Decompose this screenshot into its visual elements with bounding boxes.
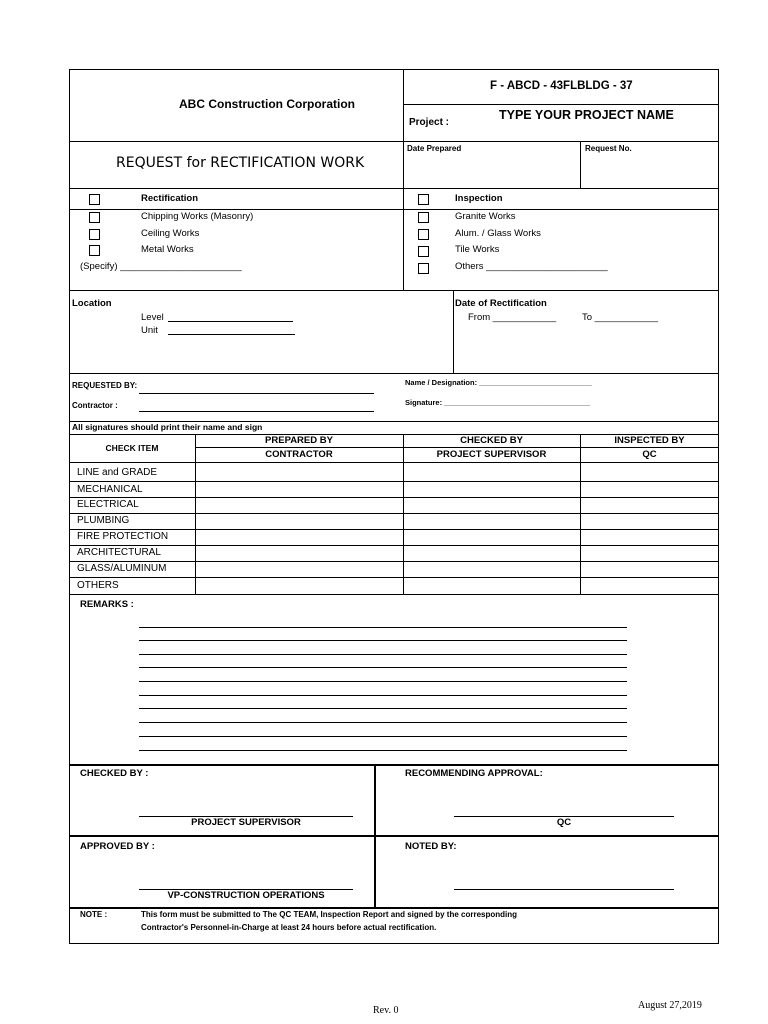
check-item-row: OTHERS bbox=[77, 580, 119, 591]
footer-date: August 27,2019 bbox=[638, 1000, 702, 1011]
from-field[interactable]: From ____________ bbox=[468, 312, 557, 323]
check-item-row: LINE and GRADE bbox=[77, 467, 158, 478]
project-label: Project : bbox=[409, 117, 450, 128]
remarks-label: REMARKS : bbox=[80, 599, 134, 610]
checked-by-role: PROJECT SUPERVISOR bbox=[191, 817, 301, 828]
company-name: ABC Construction Corporation bbox=[179, 97, 355, 111]
approved-by-role: VP-CONSTRUCTION OPERATIONS bbox=[167, 890, 325, 901]
checked-by-label: CHECKED BY : bbox=[80, 768, 149, 779]
row-rule bbox=[69, 529, 719, 530]
contractor-field[interactable] bbox=[139, 411, 374, 412]
unit-field[interactable] bbox=[168, 334, 295, 335]
inspection-item: Granite Works bbox=[455, 211, 516, 222]
signatures-note: All signatures should print their name and sign bbox=[72, 422, 263, 432]
note-line-2: Contractor's Personnel-in-Charge at least 24 hours before actual rectification. bbox=[141, 923, 437, 932]
table-bottom-rule bbox=[69, 594, 719, 595]
requested-by-field[interactable] bbox=[139, 393, 374, 394]
inspection-header: Inspection bbox=[455, 193, 503, 204]
col-inspected-by: INSPECTED BY bbox=[614, 435, 685, 446]
col-prepared-by-role: CONTRACTOR bbox=[265, 449, 333, 460]
signoff-bottom-rule bbox=[69, 907, 719, 909]
header-bottom-rule bbox=[69, 141, 719, 142]
name-designation-field[interactable]: Name / Designation: ___________________________ bbox=[405, 378, 592, 387]
alum-glass-works-checkbox[interactable] bbox=[418, 229, 429, 240]
row-rule bbox=[69, 577, 719, 578]
check-item-row: PLUMBING bbox=[77, 515, 130, 526]
to-field[interactable]: To ____________ bbox=[582, 312, 659, 323]
row-rule bbox=[69, 561, 719, 562]
location-divider bbox=[453, 290, 454, 373]
title-bottom-rule bbox=[69, 188, 719, 189]
remarks-line[interactable] bbox=[139, 750, 627, 751]
work-types-bottom-rule bbox=[69, 290, 719, 291]
rectification-checkbox[interactable] bbox=[89, 194, 100, 205]
check-item-row: FIRE PROTECTION bbox=[77, 531, 169, 542]
form-code: F - ABCD - 43FLBLDG - 37 bbox=[490, 80, 633, 92]
rectification-item: Chipping Works (Masonry) bbox=[141, 211, 254, 222]
note-line-1: This form must be submitted to The QC TEAM, Inspection Report and signed by the corresponding bbox=[141, 910, 518, 919]
row-rule bbox=[69, 481, 719, 482]
revision-label: Rev. 0 bbox=[373, 1005, 399, 1016]
note-label: NOTE : bbox=[80, 910, 108, 919]
rectification-item: Ceiling Works bbox=[141, 228, 200, 239]
inspection-item: Tile Works bbox=[455, 244, 500, 255]
approved-by-label: APPROVED BY : bbox=[80, 841, 155, 852]
rectification-header: Rectification bbox=[141, 193, 199, 204]
signature-field[interactable]: Signature: ___________________________________ bbox=[405, 398, 591, 407]
signoff-top-rule bbox=[69, 764, 719, 766]
table-header-mid-rule bbox=[195, 447, 719, 448]
recommending-approval-label: RECOMMENDING APPROVAL: bbox=[405, 768, 543, 779]
form-title: REQUEST for RECTIFICATION WORK bbox=[116, 155, 365, 171]
remarks-line[interactable] bbox=[139, 681, 627, 682]
row-rule bbox=[69, 497, 719, 498]
location-label: Location bbox=[72, 298, 112, 309]
table-header-bottom-rule bbox=[69, 462, 719, 463]
remarks-line[interactable] bbox=[139, 695, 627, 696]
specify-field[interactable]: (Specify) _______________________ bbox=[80, 261, 242, 272]
project-name[interactable]: TYPE YOUR PROJECT NAME bbox=[499, 108, 674, 122]
chipping-works-checkbox[interactable] bbox=[89, 212, 100, 223]
metal-works-checkbox[interactable] bbox=[89, 245, 100, 256]
remarks-line[interactable] bbox=[139, 627, 627, 628]
request-no-divider bbox=[580, 141, 581, 189]
check-item-row: GLASS/ALUMINUM bbox=[77, 563, 167, 574]
contractor-label: Contractor : bbox=[72, 401, 118, 410]
others-checkbox[interactable] bbox=[418, 263, 429, 274]
col-checked-by: CHECKED BY bbox=[460, 435, 523, 446]
recommending-role: QC bbox=[556, 817, 572, 828]
others-field[interactable]: Others _______________________ bbox=[455, 261, 608, 272]
check-item-row: ARCHITECTURAL bbox=[77, 547, 161, 558]
col-checked-by-role: PROJECT SUPERVISOR bbox=[436, 449, 547, 460]
noted-by-signature-line[interactable] bbox=[454, 889, 674, 890]
granite-works-checkbox[interactable] bbox=[418, 212, 429, 223]
request-no-label: Request No. bbox=[585, 144, 632, 153]
remarks-line[interactable] bbox=[139, 667, 627, 668]
row-rule bbox=[69, 545, 719, 546]
level-field[interactable] bbox=[168, 321, 293, 322]
remarks-line[interactable] bbox=[139, 722, 627, 723]
header-divider bbox=[403, 69, 404, 290]
check-item-row: MECHANICAL bbox=[77, 484, 143, 495]
date-of-rectification-label: Date of Rectification bbox=[455, 298, 547, 309]
noted-by-label: NOTED BY: bbox=[405, 841, 457, 852]
level-label: Level bbox=[141, 312, 164, 323]
row-rule bbox=[69, 513, 719, 514]
tile-works-checkbox[interactable] bbox=[418, 246, 429, 257]
location-bottom-rule bbox=[69, 373, 719, 374]
date-prepared-label: Date Prepared bbox=[407, 144, 462, 153]
work-types-rule bbox=[69, 209, 719, 210]
col-prepared-by: PREPARED BY bbox=[265, 435, 333, 446]
col-inspected-by-role: QC bbox=[642, 449, 657, 460]
signoff-mid-rule bbox=[69, 835, 719, 837]
unit-label: Unit bbox=[141, 325, 158, 336]
check-item-row: ELECTRICAL bbox=[77, 499, 139, 510]
inspection-checkbox[interactable] bbox=[418, 194, 429, 205]
ceiling-works-checkbox[interactable] bbox=[89, 229, 100, 240]
remarks-line[interactable] bbox=[139, 736, 627, 737]
col-check-item: CHECK ITEM bbox=[105, 443, 159, 453]
rectification-item: Metal Works bbox=[141, 244, 194, 255]
header-rule bbox=[403, 104, 719, 105]
requested-by-label: REQUESTED BY: bbox=[72, 381, 138, 390]
remarks-line[interactable] bbox=[139, 640, 627, 641]
remarks-line[interactable] bbox=[139, 708, 627, 709]
inspection-item: Alum. / Glass Works bbox=[455, 228, 541, 239]
remarks-line[interactable] bbox=[139, 654, 627, 655]
